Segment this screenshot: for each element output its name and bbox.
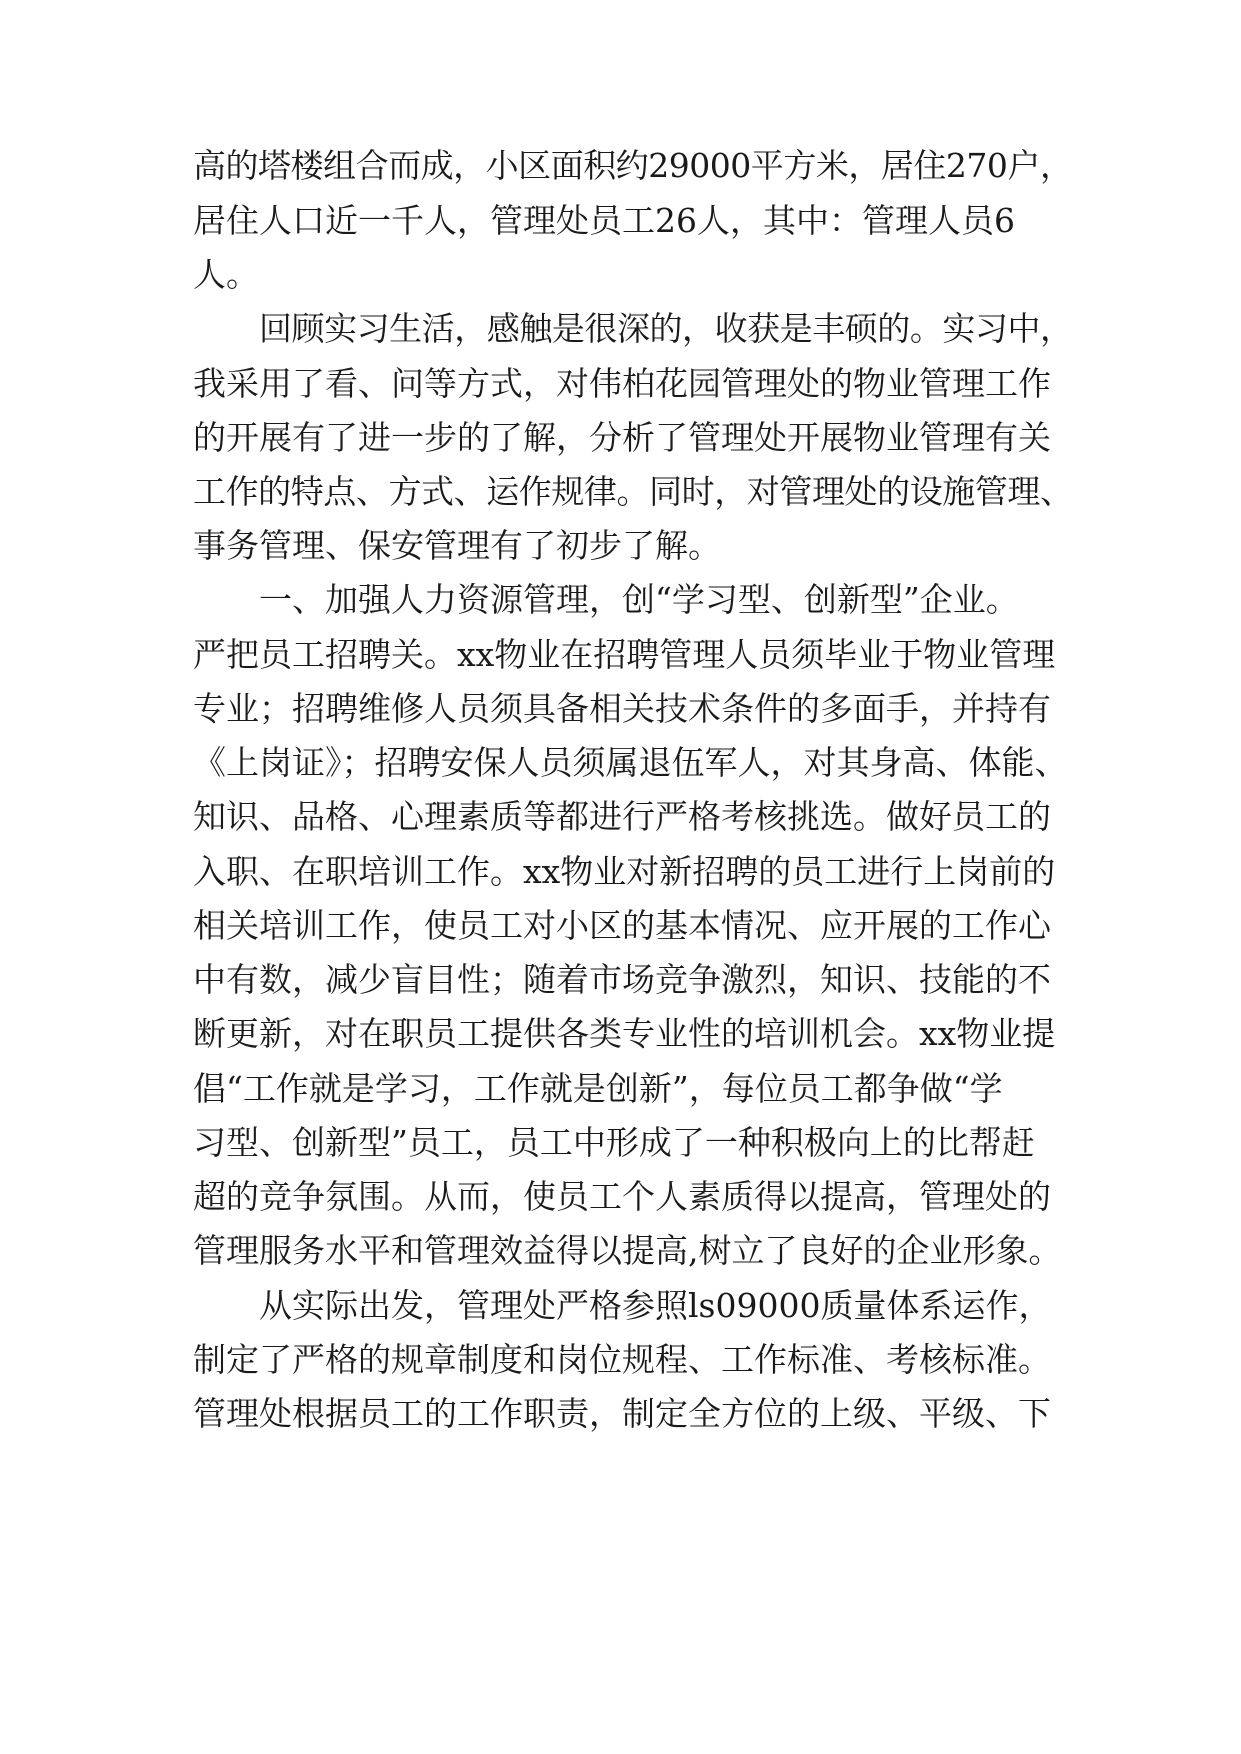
text-line: 严把员工招聘关。xx物业在招聘管理人员须毕业于物业管理 <box>193 635 1056 674</box>
text-line: 相关培训工作，使员工对小区的基本情况、应开展的工作心 <box>193 906 1051 945</box>
text-line: 管理处根据员工的工作职责，制定全方位的上级、平级、下 <box>193 1394 1051 1433</box>
text-line: 事务管理、保安管理有了初步了解。 <box>193 526 721 565</box>
text-line: 倡“工作就是学习，工作就是创新”，每位员工都争做“学 <box>193 1069 1003 1108</box>
text-line: 管理服务水平和管理效益得以提高,树立了良好的企业形象。 <box>193 1231 1062 1270</box>
text-line: 我采用了看、问等方式，对伟柏花园管理处的物业管理工作 <box>193 364 1051 403</box>
text-line: 居住人口近一千人，管理处员工26人，其中：管理人员6 <box>193 201 1015 240</box>
text-line: 的开展有了进一步的了解，分析了管理处开展物业管理有关 <box>193 418 1051 457</box>
text-line: 断更新，对在职员工提供各类专业性的培训机会。xx物业提 <box>193 1014 1056 1053</box>
text-line: 制定了严格的规章制度和岗位规程、工作标准、考核标准。 <box>193 1340 1051 1379</box>
text-line: 中有数，减少盲目性；随着市场竞争激烈，知识、技能的不 <box>193 960 1051 999</box>
text-line: 工作的特点、方式、运作规律。同时，对管理处的设施管理、 <box>193 472 1073 511</box>
text-line: 超的竞争氛围。从而，使员工个人素质得以提高，管理处的 <box>193 1177 1051 1216</box>
text-line: 专业；招聘维修人员须具备相关技术条件的多面手，并持有 <box>193 689 1051 728</box>
text-line: 知识、品格、心理素质等都进行严格考核挑选。做好员工的 <box>193 797 1051 836</box>
paragraph-first-line: 回顾实习生活，感触是很深的，收获是丰硕的。实习中， <box>259 309 1073 348</box>
paragraph-first-line: 从实际出发，管理处严格参照ls09000质量体系运作， <box>259 1286 1052 1325</box>
text-line: 人。 <box>193 255 259 294</box>
section-heading: 一、加强人力资源管理，创“学习型、创新型”企业。 <box>259 580 1019 619</box>
text-line: 入职、在职培训工作。xx物业对新招聘的员工进行上岗前的 <box>193 852 1056 891</box>
text-line: 《上岗证》；招聘安保人员须属退伍军人，对其身高、体能、 <box>193 743 1068 782</box>
text-line: 习型、创新型”员工，员工中形成了一种积极向上的比帮赶 <box>193 1123 1035 1162</box>
text-line: 高的塔楼组合而成，小区面积约29000平方米，居住270户， <box>193 146 1073 185</box>
